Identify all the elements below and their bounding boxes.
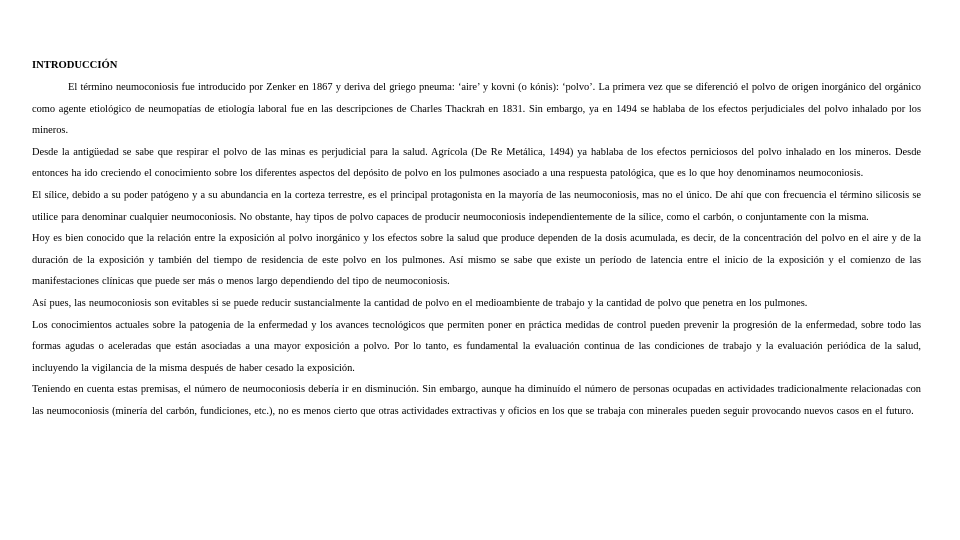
paragraph-antiquity: Desde la antigüedad se sabe que respirar el polvo de las minas es perjudicial para la salud. Agrícola (De Re Metálica, 1494) ya hablaba de los efectos perniciosos del polvo inhalado en los mineros. Desde entonces ha ido creciendo el conocimiento sobre los diferentes aspectos del depósito de polvo en los pulmones asociado a una respuesta patológica, que es lo que hoy denominamos neumoconiosis. <box>32 146 921 180</box>
paragraph-premises: Teniendo en cuenta estas premisas, el número de neumoconiosis debería ir en disminución. Sin embargo, aunque ha diminuído el número de personas ocupadas en actividades tradicionalmente relacionadas con las neumoconiosis (minería del carbón, fundiciones, etc.), no es menos cierto que otras actividades extractivas y oficios en los que se trabaja con minerales pueden seguir provocando nuevos casos en el futuro. <box>32 384 921 417</box>
paragraph-current-knowledge: Los conocimientos actuales sobre la patogenia de la enfermedad y los avances tecnológicos que permiten poner en práctica medidas de control pueden prevenir la progresión de la enfermedad, sobre todo las formas agudas o aceleradas que están asociadas a una mayor exposición a polvo. Por lo tanto, es fundamental la evaluación continua de las condiciones de trabajo y la evaluación periódica de la salud, incluyendo la vigilancia de la misma después de haber cesado la exposición. <box>32 319 921 374</box>
paragraph-prevention: Así pues, las neumoconiosis son evitables si se puede reducir sustancialmente la cantidad de polvo en el medioambiente de trabajo y la cantidad de polvo que penetra en los pulmones. <box>32 297 808 309</box>
section-heading: INTRODUCCIÓN <box>32 60 118 71</box>
paragraph-intro-definition: El término neumoconiosis fue introducido por Zenker en 1867 y deriva del griego pneuma: ‘aire’ y kovni (o kónis): ‘polvo’. La primera vez que se diferenció el polvo de origen inorgánico del orgánico como agente etiológico de neumopatías de etiología laboral fue en las descripciones de Charles Thackrah en 1831. Sin embargo, ya en 1494 se hablaba de los efectos perjudiciales del polvo inhalado por los mineros. <box>32 82 921 137</box>
paragraph-exposure-dose: Hoy es bien conocido que la relación entre la exposición al polvo inorgánico y los efectos sobre la salud que produce dependen de la dosis acumulada, es decir, de la concentración del polvo en el aire y de la duración de la exposición y también del tiempo de residencia de este polvo en los pulmones. Así mismo se sabe que existe un período de latencia entre el inicio de la exposición y el comienzo de las manifestaciones clínicas que puede ser más o menos largo dependiendo del tipo de neumoconiosis. <box>32 233 921 288</box>
paragraph-silica: El sílice, debido a su poder patógeno y a su abundancia en la corteza terrestre, es el principal protagonista en la mayoría de las neumoconiosis, mas no el único. De ahí que con frecuencia el término silicosis se utilice para denominar cualquier neumoconiosis. No obstante, hay tipos de polvo capaces de producir neumoconiosis independientemente de la sílice, como el carbón, o conjuntamente con la misma. <box>32 189 921 223</box>
document-body <box>32 59 921 423</box>
